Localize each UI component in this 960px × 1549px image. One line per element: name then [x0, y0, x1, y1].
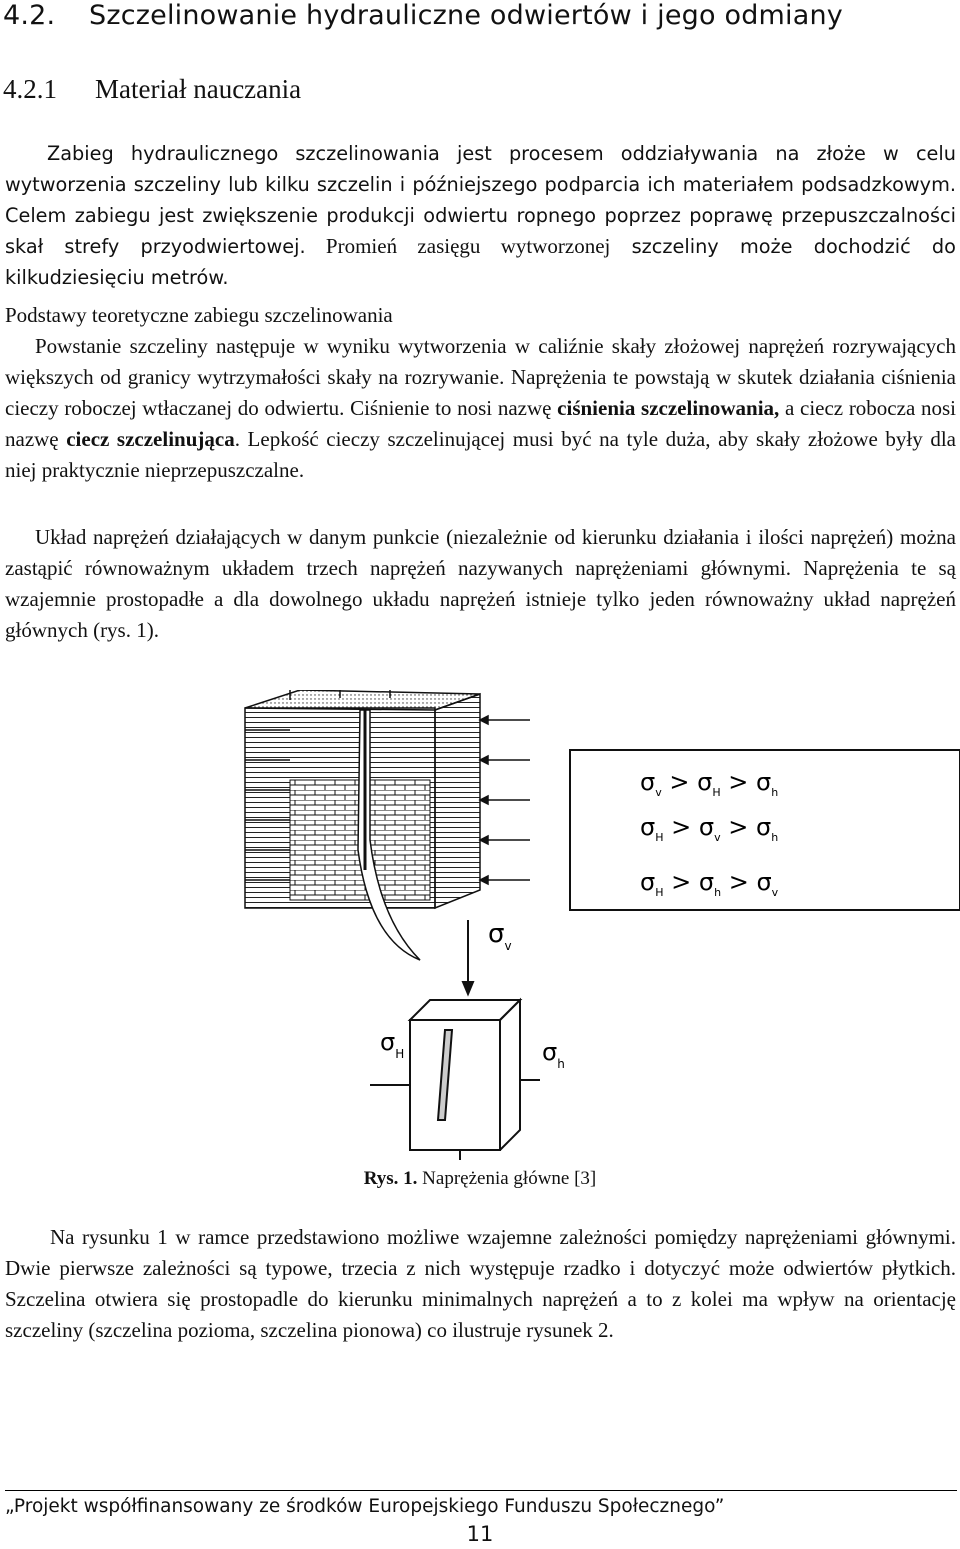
theory-paragraph	[5, 331, 956, 486]
theory-text-c: . Lepkość cieczy szczelinującej musi być na tyle duża, aby skały złożowe były dla niej praktycznie nieprzepuszczalne.	[5, 427, 956, 482]
principal-stresses-text: Układ naprężeń działających w danym punkcie (niezależnie od kierunku działania i ilości naprężeń) można zastąpić równoważnym układem trzech naprężeń nazywanych naprężeniami głównymi. Naprężenia te są wzajemnie prostopadłe a dla dowolnego układu naprężeń istnieje tylko jeden równoważny układ naprężeń głównych (rys. 1).	[5, 525, 956, 642]
theory-subheading: Podstawy teoretyczne zabiegu szczelinowania	[5, 303, 393, 327]
sigma-H-label: $\sigma_H$	[380, 1028, 405, 1061]
relation-3: $\sigma_H > \sigma_h > \sigma_v$	[640, 868, 779, 899]
theory-text-b: a ciecz robocza nosi nazwę	[5, 396, 956, 451]
term-fracturing-fluid: ciecz szczelinująca	[66, 427, 235, 451]
principal-stresses-figure	[230, 690, 960, 1160]
sigma-h-label: $\sigma_h$	[542, 1038, 565, 1071]
subsection-heading	[3, 74, 301, 105]
footer-text: „Projekt współfinansowany ze środków Europejskiego Funduszu Społecznego”	[5, 1496, 725, 1517]
conclusion-text: Na rysunku 1 w ramce przedstawiono możliwe wzajemne zależności pomiędzy naprężeniami głównymi. Dwie pierwsze zależności są typowe, trzecia z nich występuje rzadko i dotyczyć może odwiertów płytkich. Szczelina otwiera się prostopadle do kierunku minimalnych naprężeń a to z kolei ma wpływ na orientację szczeliny (szczelina pozioma, szczelina pionowa) co ilustruje rysunek 2.	[5, 1225, 956, 1342]
sigma-v-arrow	[463, 920, 473, 994]
subsection-title: Materiał nauczania	[95, 74, 302, 104]
sigma-v-label: $\sigma_v$	[488, 919, 512, 953]
caption-text: Naprężenia główne [3]	[417, 1168, 597, 1189]
caption-label: Rys. 1.	[363, 1168, 418, 1189]
section-title: Szczelinowanie hydrauliczne odwiertów i jego odmiany	[89, 0, 843, 31]
page-number: 11	[466, 1522, 494, 1546]
term-fracturing-pressure: ciśnienia szczelinowania,	[557, 396, 780, 420]
intro-text: Zabieg hydraulicznego szczelinowania jest procesem oddziaływania na złoże w celu wytworzenia szczeliny lub kilku szczelin i późniejszego podparcia ich materiałem podsadzkowym. Celem zabiegu jest zwiększenie produkcji odwiertu ropnego poprzez poprawę przepuszczalności skał strefy przyodwiertowej.	[5, 142, 956, 258]
section-number: 4.2.	[3, 0, 56, 31]
relation-1: $\sigma_v > \sigma_H > \sigma_h$	[640, 768, 779, 799]
stress-cube-drawing	[370, 1000, 540, 1160]
conclusion-paragraph	[5, 1222, 956, 1346]
figure-caption	[0, 1168, 960, 1190]
principal-stresses-paragraph	[5, 522, 956, 646]
theory-section	[5, 300, 956, 486]
intro-text-serif: Promień zasięgu wytworzonej	[305, 234, 611, 258]
intro-text-end: szczeliny może dochodzić do kilkudziesięciu metrów.	[5, 235, 956, 289]
subsection-number: 4.2.1	[3, 74, 57, 104]
relation-2: $\sigma_H > \sigma_v > \sigma_h$	[640, 813, 779, 844]
intro-paragraph	[5, 138, 956, 293]
section-heading	[3, 0, 843, 31]
theory-text-a: Powstanie szczeliny następuje w wyniku wytworzenia w caliźnie skały złożowej naprężeń rozrywających większych od granicy wytrzymałości skały na rozrywanie. Naprężenia te powstają w skutek działania ciśnienia cieczy roboczej wtłaczanej do odwiertu. Ciśnienie to nosi nazwę	[5, 334, 956, 420]
footer-rule	[5, 1490, 957, 1491]
